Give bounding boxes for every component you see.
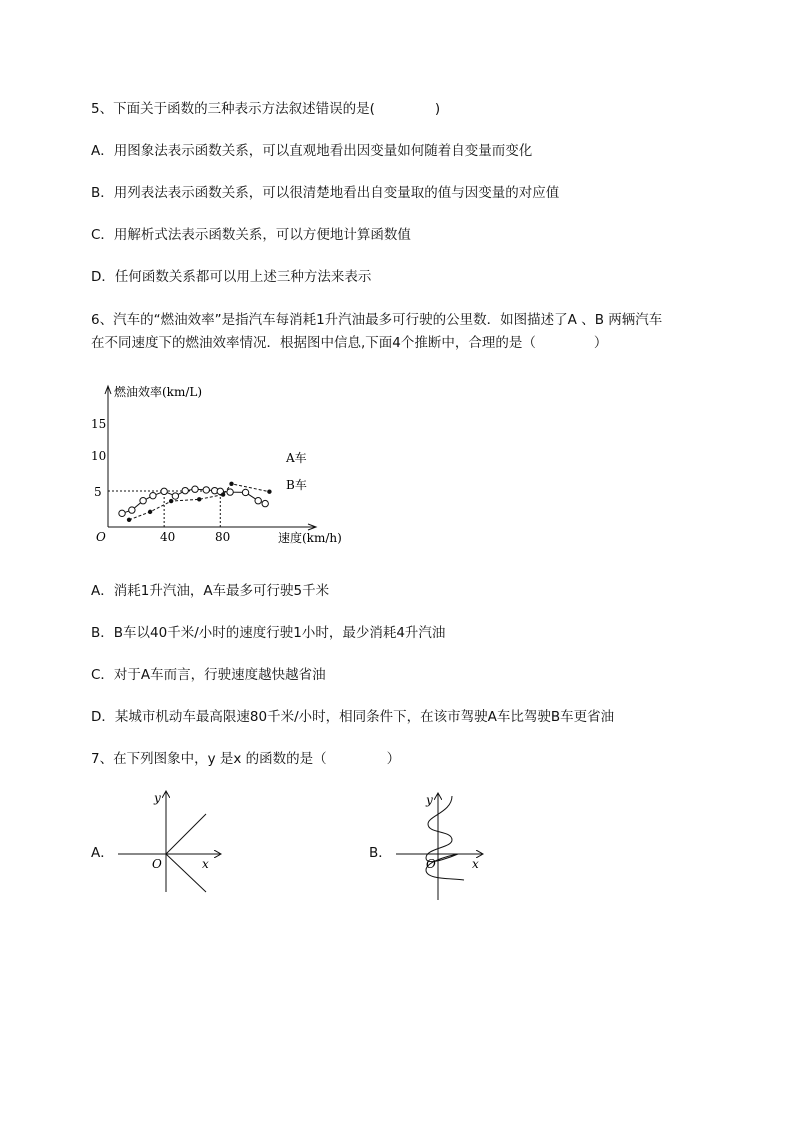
chart-ytick-10: 10 xyxy=(91,449,107,463)
series-b-point-6 xyxy=(267,490,271,494)
series-b-point-4 xyxy=(221,492,225,496)
q6-option-b: B．B车以40千米/小时的速度行驶1小时，最少消耗4升汽油 xyxy=(91,625,446,641)
q7-graph-b xyxy=(392,790,488,902)
series-a-point-6 xyxy=(182,487,188,493)
series-b-point-3 xyxy=(197,497,201,501)
q7-option-a-label: A． xyxy=(91,845,114,861)
graph-a-origin: O xyxy=(152,857,162,871)
graph-b-x-label: x xyxy=(472,857,479,871)
series-b-point-0 xyxy=(127,518,131,522)
q7-stem: 7、在下列图象中，y 是x 的函数的是（ ） xyxy=(91,751,401,767)
graph-a-upper-ray xyxy=(166,814,206,854)
series-b-point-5 xyxy=(229,482,233,486)
series-a-point-8 xyxy=(203,487,209,493)
series-a-point-12 xyxy=(242,489,248,495)
series-label-b: B车 xyxy=(286,478,307,492)
q6-stem-line1: 6、汽车的“燃油效率”是指汽车每消耗1升汽油最多可行驶的公里数．如图描述了A 、B 两辆汽车 xyxy=(91,312,663,328)
series-b-point-1 xyxy=(148,510,152,514)
q5-option-b: B．用列表法表示函数关系，可以很清楚地看出自变量取的值与因变量的对应值 xyxy=(91,185,560,201)
chart-ytick-15: 15 xyxy=(91,417,107,431)
q6-stem-line2: 在不同速度下的燃油效率情况．根据图中信息,下面4个推断中，合理的是（ ） xyxy=(91,335,608,351)
series-label-a: A车 xyxy=(286,451,307,465)
q7-option-b-label: B． xyxy=(369,845,392,861)
graph-a-y-label: y xyxy=(154,791,161,805)
chart-ylabel: 燃油效率(km/L) xyxy=(114,385,203,399)
q6-option-c: C．对于A车而言，行驶速度越快越省油 xyxy=(91,667,326,683)
series-a-point-5 xyxy=(172,493,178,499)
q5-option-c: C．用解析式法表示函数关系，可以方便地计算函数值 xyxy=(91,227,411,243)
q5-option-a: A．用图象法表示函数关系，可以直观地看出因变量如何随着自变量而变化 xyxy=(91,143,533,159)
graph-b-origin: O xyxy=(426,857,436,871)
series-a-point-7 xyxy=(192,486,198,492)
series-a-point-2 xyxy=(140,498,146,504)
series-a-point-13 xyxy=(255,498,261,504)
series-a-point-14 xyxy=(262,500,268,506)
series-a-point-1 xyxy=(129,507,135,513)
graph-a-x-label: x xyxy=(202,857,209,871)
q6-option-a: A．消耗1升汽油，A车最多可行驶5千米 xyxy=(91,583,330,599)
series-a-point-11 xyxy=(227,489,233,495)
fuel-efficiency-chart xyxy=(88,378,368,550)
q5-option-d: D．任何函数关系都可以用上述三种方法来表示 xyxy=(91,269,372,285)
chart-xtick-40: 40 xyxy=(160,530,176,544)
series-a-point-3 xyxy=(150,492,156,498)
chart-ytick-5: 5 xyxy=(94,485,102,499)
series-a-point-0 xyxy=(119,510,125,516)
q6-option-d: D．某城市机动车最高限速80千米/小时，相同条件下，在该市驾驶A车比驾驶B车更省油 xyxy=(91,709,615,725)
series-a-point-4 xyxy=(161,488,167,494)
chart-xlabel: 速度(km/h) xyxy=(278,531,342,545)
q7-graph-a xyxy=(116,788,226,898)
q5-stem: 5、下面关于函数的三种表示方法叙述错误的是( ) xyxy=(91,101,441,117)
graph-a-lower-ray xyxy=(166,854,206,892)
chart-xtick-80: 80 xyxy=(215,530,231,544)
graph-b-y-label: y xyxy=(426,793,433,807)
chart-origin: O xyxy=(96,530,106,544)
series-b-point-2 xyxy=(169,499,173,503)
